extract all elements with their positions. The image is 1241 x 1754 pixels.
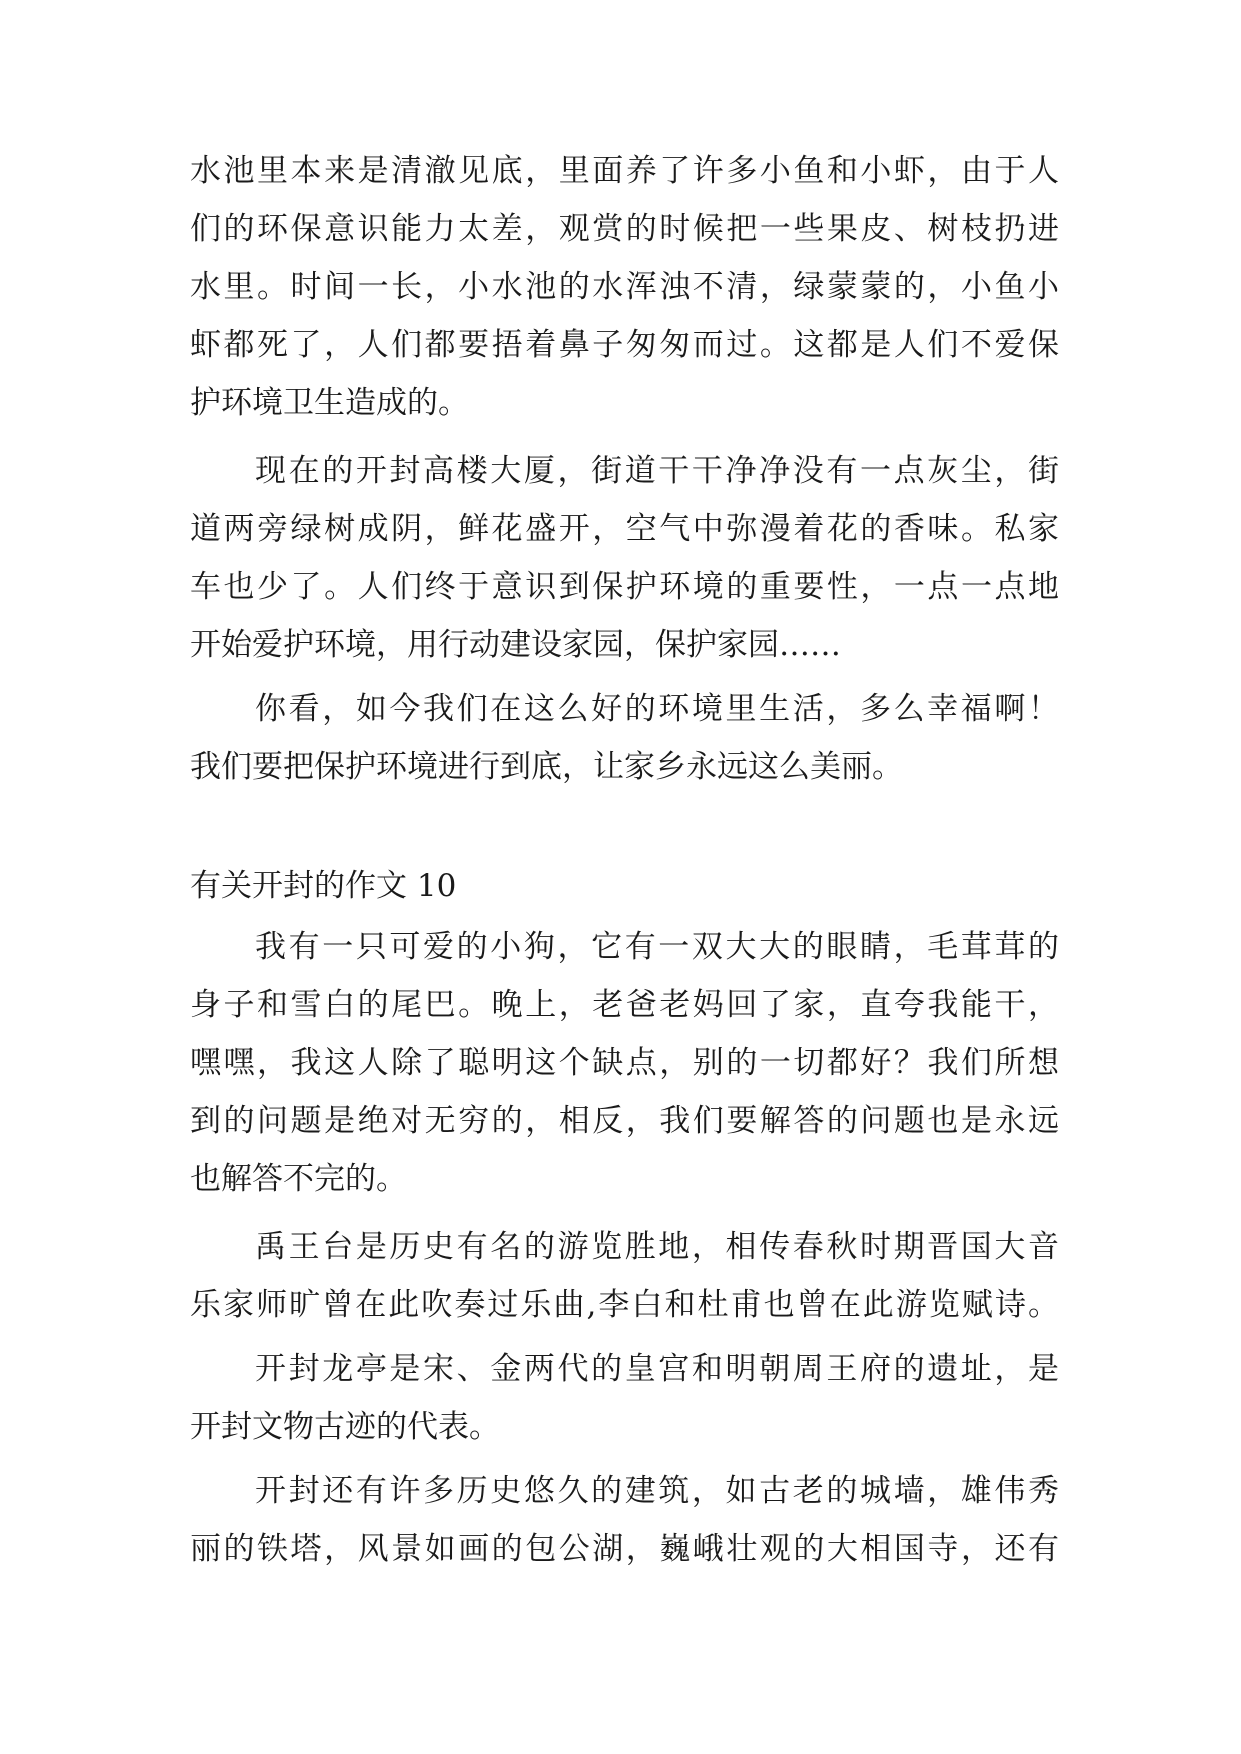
text-line: 水里。时间一长，小水池的水浑浊不清，绿蒙蒙的，小鱼小 xyxy=(190,269,1060,305)
text-line: 丽的铁塔，风景如画的包公湖，巍峨壮观的大相国寺，还有 xyxy=(190,1531,1060,1567)
text-line: 也解答不完的。 xyxy=(190,1161,407,1197)
text-line: 禹王台是历史有名的游览胜地，相传春秋时期晋国大音 xyxy=(255,1229,1060,1265)
text-line: 你看，如今我们在这么好的环境里生活，多么幸福啊！ xyxy=(255,691,1060,727)
text-line: 现在的开封高楼大厦，街道干干净净没有一点灰尘，街 xyxy=(255,453,1060,489)
text-line: 乐家师旷曾在此吹奏过乐曲,李白和杜甫也曾在此游览赋诗。 xyxy=(190,1287,1060,1323)
text-line: 水池里本来是清澈见底，里面养了许多小鱼和小虾，由于人 xyxy=(190,153,1060,189)
text-line: 虾都死了，人们都要捂着鼻子匆匆而过。这都是人们不爱保 xyxy=(190,327,1060,363)
text-line: 开封文物古迹的代表。 xyxy=(190,1409,500,1445)
text-line: 们的环保意识能力太差，观赏的时候把一些果皮、树枝扔进 xyxy=(190,211,1060,247)
text-line: 开封龙亭是宋、金两代的皇宫和明朝周王府的遗址，是 xyxy=(255,1351,1060,1387)
text-line: 护环境卫生造成的。 xyxy=(190,385,469,421)
text-line: 车也少了。人们终于意识到保护环境的重要性，一点一点地 xyxy=(190,569,1060,605)
text-line: 开始爱护环境，用行动建设家园，保护家园…… xyxy=(190,627,841,663)
text-line: 嘿嘿，我这人除了聪明这个缺点，别的一切都好？我们所想 xyxy=(190,1045,1060,1081)
text-line: 我们要把保护环境进行到底，让家乡永远这么美丽。 xyxy=(190,749,903,785)
text-line: 到的问题是绝对无穷的，相反，我们要解答的问题也是永远 xyxy=(190,1103,1060,1139)
text-line: 开封还有许多历史悠久的建筑，如古老的城墙，雄伟秀 xyxy=(255,1473,1060,1509)
text-line: 身子和雪白的尾巴。晚上，老爸老妈回了家，直夸我能干， xyxy=(190,987,1060,1023)
text-line: 道两旁绿树成阴，鲜花盛开，空气中弥漫着花的香味。私家 xyxy=(190,511,1060,547)
section-title: 有关开封的作文 10 xyxy=(190,868,457,904)
text-line: 我有一只可爱的小狗，它有一双大大的眼睛，毛茸茸的 xyxy=(255,929,1060,965)
